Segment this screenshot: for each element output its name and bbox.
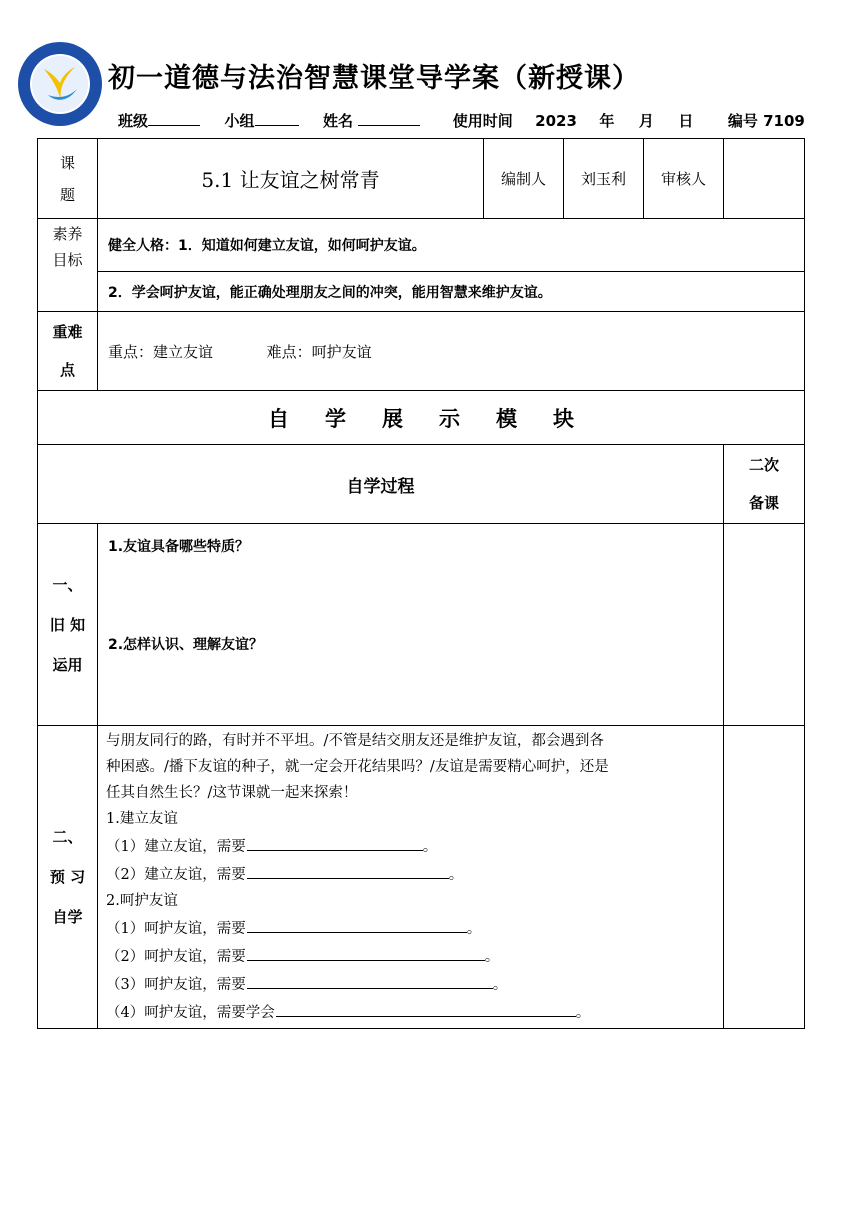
second-prep-label-cell (724, 445, 805, 524)
build-item-2: （2）建立友谊，需要 。 (106, 860, 715, 888)
section-1-row (38, 524, 805, 726)
intro-line-2: 种困惑。/播下友谊的种子，就一定会开花结果吗？/友谊是需要精心呵护，还是 (106, 759, 609, 775)
year-unit: 年 (599, 112, 615, 130)
section-2-label-line1: 二、 (52, 828, 83, 846)
care-1-blank[interactable] (247, 914, 467, 933)
question-2: 2.怎样认识、理解友谊？ (108, 637, 264, 653)
month-unit: 月 (638, 112, 654, 130)
section-2-content (98, 726, 724, 1029)
section-1-label-line2: 旧 知 (49, 615, 86, 634)
intro-line-3: 任其自然生长？/这节课就一起来探索！ (106, 785, 358, 801)
difficult-point: 难点：呵护友谊 (266, 342, 372, 361)
name-blank[interactable] (358, 111, 420, 126)
care-item-2: （2）呵护友谊，需要 。 (106, 942, 715, 970)
care-item-1: （1）呵护友谊，需要 。 (106, 914, 715, 942)
goals-label-cell (38, 219, 98, 312)
name-label: 姓名 (322, 112, 353, 130)
section-1-label-line3: 运用 (52, 655, 83, 674)
build-item-1: （1）建立友谊，需要 。 (106, 832, 715, 860)
section-2-label-line2: 预 习 (49, 868, 86, 886)
document-title: 初一道德与法治智慧课堂导学案（新授课） (108, 63, 640, 94)
goal-row-2 (38, 272, 805, 312)
topic-label-line2: 题 (59, 185, 75, 204)
document-code: 编号 7109 (727, 112, 805, 130)
second-prep-line1: 二次 (748, 456, 779, 474)
section-1-label-cell (38, 524, 98, 726)
question-1: 1.友谊具备哪些特质？ (108, 539, 250, 555)
group-label: 小组 (224, 112, 255, 130)
class-label: 班级 (118, 112, 149, 130)
care-item-4: （4）呵护友谊，需要学会 。 (106, 998, 715, 1026)
topic-label-line1: 课 (59, 153, 75, 172)
student-info-line (118, 110, 805, 131)
care-3-blank[interactable] (247, 970, 493, 989)
care-4-blank[interactable] (276, 998, 576, 1017)
section-1-label-line1: 一、 (52, 575, 83, 594)
year-value: 2023 (535, 112, 577, 130)
goals-label-line1: 素养 (52, 225, 83, 243)
lesson-table (37, 138, 805, 1029)
time-label: 使用时间 (452, 112, 513, 130)
heading-care-friendship: 2.呵护友谊 (106, 893, 178, 909)
goal-1: 健全人格：1．知道如何建立友谊，如何呵护友谊。 (98, 219, 805, 272)
process-label: 自学过程 (38, 445, 724, 524)
school-logo (17, 41, 103, 127)
reviewer-name[interactable] (724, 139, 805, 219)
care-2-blank[interactable] (247, 942, 485, 961)
goal-row-1 (38, 219, 805, 272)
care-item-3: （3）呵护友谊，需要 。 (106, 970, 715, 998)
reviewer-label: 审核人 (644, 139, 724, 219)
key-point: 重点：建立友谊 (108, 342, 214, 361)
heading-build-friendship: 1.建立友谊 (106, 811, 178, 827)
process-header-row (38, 445, 805, 524)
key-points-label-cell (38, 312, 98, 391)
section-1-content[interactable] (98, 524, 724, 726)
editor-name: 刘玉利 (564, 139, 644, 219)
section-2-second-prep[interactable] (724, 726, 805, 1029)
key-points-label-line1: 重难 (52, 323, 83, 341)
module-header-row (38, 391, 805, 445)
goals-label-line2: 目标 (52, 251, 83, 269)
topic-label-cell (38, 139, 98, 219)
day-unit: 日 (678, 112, 694, 130)
class-blank[interactable] (148, 111, 200, 126)
editor-label: 编制人 (484, 139, 564, 219)
module-title: 自学展示模块 (38, 391, 805, 445)
key-points-cell (98, 312, 805, 391)
second-prep-line2: 备课 (748, 494, 779, 512)
topic-row (38, 139, 805, 219)
key-points-row (38, 312, 805, 391)
section-2-row (38, 726, 805, 1029)
goal-2: 2．学会呵护友谊，能正确处理朋友之间的冲突，能用智慧来维护友谊。 (98, 272, 805, 312)
build-1-blank[interactable] (247, 832, 423, 851)
key-points-label-line2: 点 (59, 361, 75, 379)
section-2-label-cell (38, 726, 98, 1029)
section-1-second-prep[interactable] (724, 524, 805, 726)
lesson-topic: 5.1 让友谊之树常青 (98, 139, 484, 219)
section-2-label-line3: 自学 (52, 908, 83, 926)
build-2-blank[interactable] (247, 860, 449, 879)
group-blank[interactable] (255, 111, 299, 126)
intro-line-1: 与朋友同行的路，有时并不平坦。/不管是结交朋友还是维护友谊，都会遇到各 (106, 733, 604, 749)
